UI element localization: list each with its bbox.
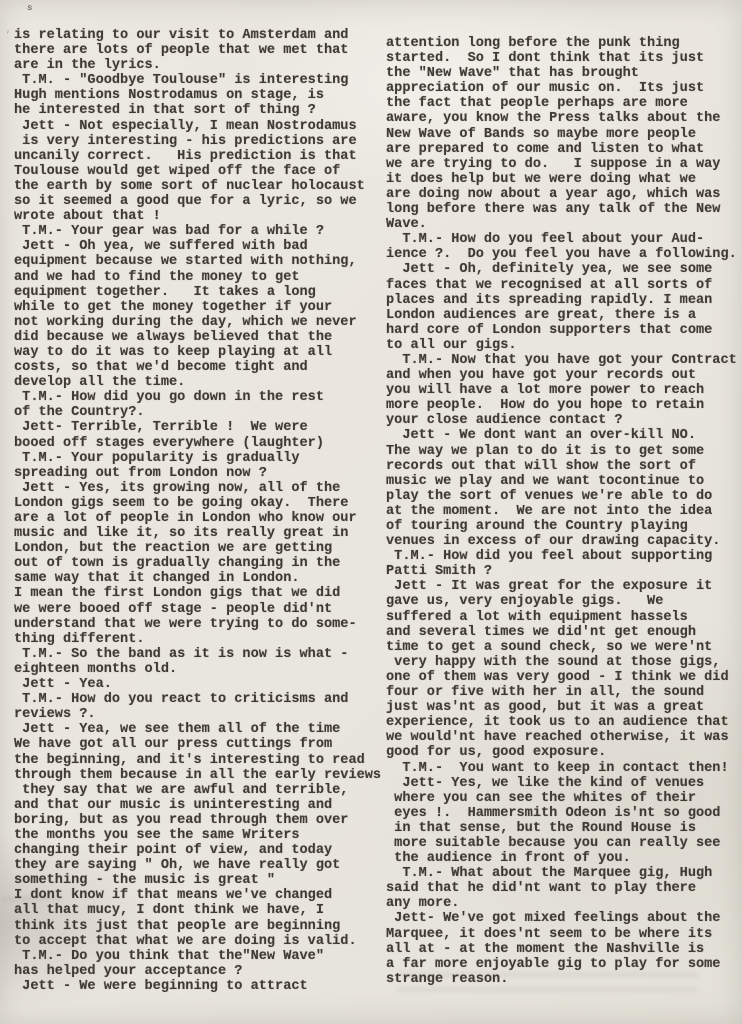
text-line: said that he did'nt want to play there xyxy=(386,881,696,897)
text-line: T.M.- How did you feel about supporting xyxy=(386,549,713,565)
text-line: is relating to our visit to Amsterdam and xyxy=(14,28,349,43)
text-line: it does help but we were doing what we xyxy=(386,171,696,187)
text-line: we would'nt have reached otherwise, it was xyxy=(386,730,729,746)
text-line: the "New Wave" that has brought xyxy=(386,66,639,82)
text-line: long before there was any talk of the New xyxy=(386,202,721,218)
text-line: appreciation of our music on. Its just xyxy=(386,81,705,97)
text-line: Marquee, it does'nt seem to be where its xyxy=(386,926,713,942)
text-line: booed off stages everywhere (laughter) xyxy=(14,435,324,451)
text-line: good for us, good exposure. xyxy=(386,745,607,761)
text-line: venues in excess of our drawing capacity. xyxy=(386,534,721,550)
text-line: reviews ?. xyxy=(14,707,96,723)
text-line: Jett - Yes, its growing now, all of the xyxy=(14,480,341,496)
text-line: they say that we are awful and terrible, xyxy=(14,782,349,798)
text-line: Jett - Yea, we see them all of the time xyxy=(14,722,341,738)
text-line: T.M.- How do you react to criticisms and xyxy=(14,692,349,708)
text-line: uncanily correct. His prediction is that xyxy=(14,148,357,164)
text-line: there are lots of people that we met that xyxy=(14,43,349,59)
text-line: started. So I dont think that its just xyxy=(386,51,705,67)
text-line: he interested in that sort of thing ? xyxy=(14,103,316,119)
text-line: T.M.- Your popularity is gradually xyxy=(14,450,300,466)
text-line: your close audience contact ? xyxy=(386,413,623,429)
text-line: Jett - Yea. xyxy=(14,677,112,693)
text-line: same way that it changed in London. xyxy=(14,571,300,587)
text-line: attention long before the punk thing xyxy=(386,36,680,51)
text-line: gave us, very enjoyable gigs. We xyxy=(386,594,664,610)
text-line: Jett - We were beginning to attract xyxy=(14,978,308,994)
text-line: Jett- Terrible, Terrible ! We were xyxy=(14,420,308,436)
text-line: very happy with the sound at those gigs, xyxy=(386,654,721,670)
text-line: not working during the day, which we never xyxy=(14,314,357,330)
text-line: Hugh mentions Nostrodamus on stage, is xyxy=(14,88,324,104)
text-line: Jett- Yes, we like the kind of venues xyxy=(386,775,705,791)
text-line: four or five with her in all, the sound xyxy=(386,685,705,701)
text-line: you will have a lot more power to reach xyxy=(386,383,705,399)
text-line: one of them was very good - I think we did xyxy=(386,669,729,685)
left-text-column xyxy=(14,28,382,994)
text-line: changing their point of view, and today xyxy=(14,843,333,859)
text-line: the beginning, and it's interesting to read xyxy=(14,752,365,768)
text-line: we were booed off stage - people did'nt xyxy=(14,601,333,617)
text-line: costs, so that we'd become tight and xyxy=(14,360,308,376)
text-line: T.M.- Your gear was bad for a while ? xyxy=(14,224,324,240)
text-line: while to get the money together if your xyxy=(14,299,333,315)
ink-speck: s xyxy=(26,2,34,14)
text-line: Toulouse would get wiped off the face of xyxy=(14,163,341,179)
text-line: I dont know if that means we've changed xyxy=(14,888,333,904)
text-line: records out that will show the sort of xyxy=(386,458,696,474)
text-line: I mean the first London gigs that we did xyxy=(14,586,341,602)
text-line: develop all the time. xyxy=(14,375,186,391)
text-line: Jett - Oh yea, we suffered with bad xyxy=(14,239,308,255)
text-line: places and its spreading rapidly. I mean xyxy=(386,292,713,308)
text-line: of the Country?. xyxy=(14,405,145,421)
text-line: way to do it was to keep playing at all xyxy=(14,344,333,360)
text-line: aware, you know the Press talks about the xyxy=(386,111,721,127)
text-line: play the sort of venues we're able to do xyxy=(386,488,713,504)
text-line: all that mucy, I dont think we have, I xyxy=(14,903,324,919)
text-line: where you can see the whites of their xyxy=(386,790,696,806)
text-line: just was'nt as good, but it was a great xyxy=(386,700,705,716)
text-line: T.M.- Now that you have got your Contract xyxy=(386,352,737,368)
text-line: to accept that what we are doing is valid. xyxy=(14,933,357,949)
text-line: London, but the reaction we are getting xyxy=(14,541,333,557)
text-line: New Wave of Bands so maybe more people xyxy=(386,126,696,142)
text-line: strange reason. xyxy=(386,971,509,987)
text-line: out of town is gradually changing in the xyxy=(14,556,341,572)
text-line: London audiences are great, there is a xyxy=(386,307,696,323)
text-line: at the moment. We are not into the idea xyxy=(386,503,713,519)
text-line: hard core of London supporters that come xyxy=(386,322,713,338)
text-line: experience, it took us to an audience that xyxy=(386,715,729,731)
text-line: suffered a lot with equipment hassels xyxy=(386,609,688,625)
text-line: T.M.- Do you think that the"New Wave" xyxy=(14,948,324,964)
text-line: in that sense, but the Round House is xyxy=(386,820,696,836)
text-line: more suitable because you can really see xyxy=(386,835,721,851)
text-line: think its just that people are beginning xyxy=(14,918,341,934)
show-through-smudge xyxy=(398,972,698,1000)
text-line: T.M.- How did you go down in the rest xyxy=(14,390,324,406)
text-line: T.M.- You want to keep in contact then! xyxy=(386,760,729,776)
text-line: of touring around the Country playing xyxy=(386,519,688,534)
text-line: time to get a sound check, so we were'nt xyxy=(386,639,713,655)
text-line: to all our gigs. xyxy=(386,337,517,353)
right-text-column xyxy=(386,36,738,987)
text-line: are doing now about a year ago, which was xyxy=(386,186,721,202)
text-line: spreading out from London now ? xyxy=(14,465,267,481)
text-line: the audience in front of you. xyxy=(386,851,631,867)
text-line: all at - at the moment the Nashville is xyxy=(386,941,705,957)
text-line: are a lot of people in London who know our xyxy=(14,511,357,526)
text-line: and when you have got your records out xyxy=(386,368,696,384)
text-line: Jett - Oh, definitely yea, we see some xyxy=(386,262,713,278)
text-line: the fact that people perhaps are more xyxy=(386,96,688,112)
text-line: eighteen months old. xyxy=(14,661,178,677)
ink-speck: , xyxy=(6,26,11,35)
text-line: and we had to find the money to get xyxy=(14,269,300,285)
text-line: music we play and we want tocontinue to xyxy=(386,473,705,489)
text-line: equipment together. It takes a long xyxy=(14,284,316,300)
text-line: the months you see the same Writers xyxy=(14,827,300,843)
text-line: and that our music is uninteresting and xyxy=(14,797,333,813)
text-line: did because we always believed that the xyxy=(14,329,333,345)
text-line: We have got all our press cuttings from xyxy=(14,737,333,753)
text-line: a far more enjoyable gig to play for some xyxy=(386,956,721,972)
text-line: understand that we were trying to do some- xyxy=(14,616,357,632)
text-line: the earth by some sort of nuclear holocaust xyxy=(14,178,365,194)
text-line: Wave. xyxy=(386,217,427,233)
text-line: more people. How do you hope to retain xyxy=(386,398,705,414)
text-line: faces that we recognised at all sorts of xyxy=(386,277,713,293)
text-line: Jett- We've got mixed feelings about the xyxy=(386,911,721,927)
text-line: T.M. - "Goodbye Toulouse" is interesting xyxy=(14,73,349,89)
text-line: Patti Smith ? xyxy=(386,564,493,580)
text-line: London gigs seem to be going okay. There xyxy=(14,495,349,511)
text-line: and several times we did'nt get enough xyxy=(386,624,696,640)
text-line: Jett - We dont want an over-kill NO. xyxy=(386,428,696,444)
text-line: eyes !. Hammersmith Odeon is'nt so good xyxy=(386,805,721,821)
text-line: T.M.- So the band as it is now is what - xyxy=(14,646,349,662)
show-through-smudge xyxy=(2,895,62,907)
text-line: they are saying " Oh, we have really got xyxy=(14,858,341,874)
text-line: so it seemed a good que for a lyric, so we xyxy=(14,194,357,210)
text-line: wrote about that ! xyxy=(14,209,161,225)
text-line: T.M.- What about the Marquee gig, Hugh xyxy=(386,866,713,882)
text-line: boring, but as you read through them over xyxy=(14,812,349,828)
text-line: is very interesting - his predictions are xyxy=(14,133,357,149)
text-line: Jett - It was great for the exposure it xyxy=(386,579,713,595)
text-line: through them because in all the early reviews xyxy=(14,767,382,783)
text-line: Jett - Not especially, I mean Nostrodamus xyxy=(14,118,357,134)
text-line: we are trying to do. I suppose in a way xyxy=(386,156,721,172)
text-line: T.M.- How do you feel about your Aud- xyxy=(386,232,705,248)
text-line: music and like it, so its really great in xyxy=(14,526,349,542)
text-line: are in the lyrics. xyxy=(14,58,161,74)
text-line: any more. xyxy=(386,896,460,912)
text-line: The way we plan to do it is to get some xyxy=(386,443,705,459)
text-line: something - the music is great " xyxy=(14,873,276,889)
text-line: are prepared to come and listen to what xyxy=(386,141,705,157)
text-line: equipment because we started with nothing, xyxy=(14,254,357,270)
text-line: has helped your acceptance ? xyxy=(14,963,243,979)
text-line: thing different. xyxy=(14,631,145,647)
text-line: ience ?. Do you feel you have a following. xyxy=(386,247,737,263)
